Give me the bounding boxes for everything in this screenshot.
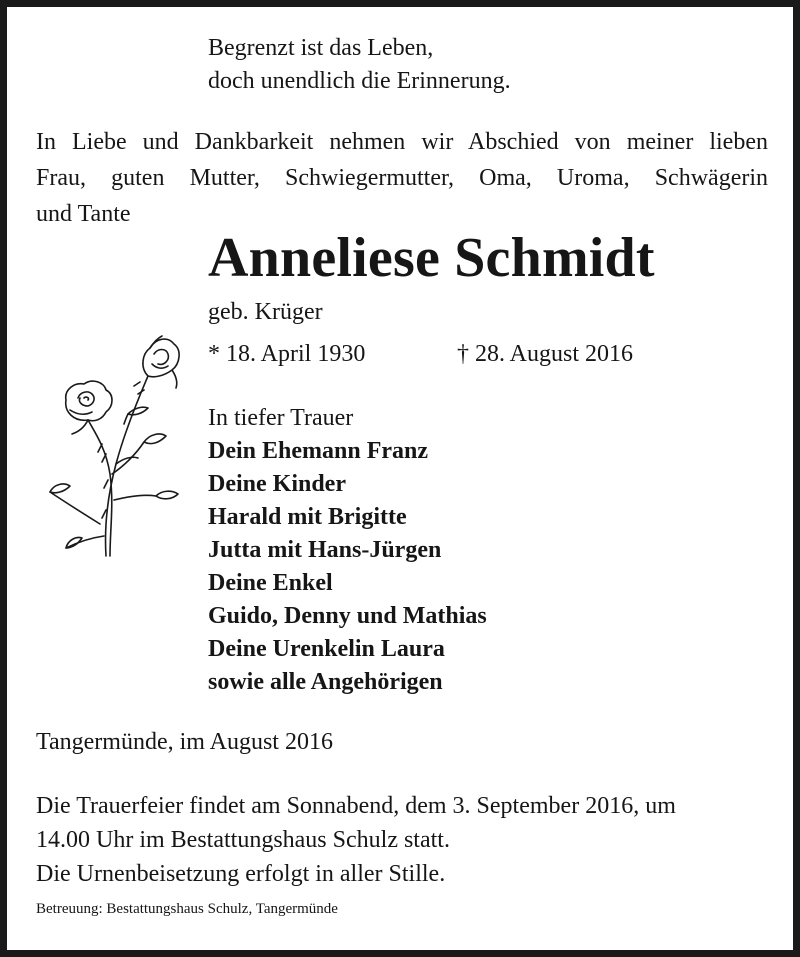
- motto-verse: [208, 32, 511, 98]
- birth-date: * 18. April 1930: [208, 341, 366, 367]
- deceased-name: Anneliese Schmidt: [208, 227, 655, 289]
- mourner-line: Dein Ehemann Franz: [208, 438, 429, 464]
- ceremony-line: Die Trauerfeier findet am Sonnabend, dem 3. September 2016, um: [36, 793, 676, 819]
- ceremony-line: 14.00 Uhr im Bestattungshaus Schulz statt.: [36, 827, 450, 853]
- intro-line: Frau, guten Mutter, Schwiegermutter, Oma, Uroma, Schwägerin: [36, 165, 768, 191]
- mourner-line: Deine Enkel: [208, 570, 333, 596]
- motto-line: Begrenzt ist das Leben,: [208, 35, 434, 61]
- death-date: † 28. August 2016: [457, 341, 634, 367]
- mourner-line: Jutta mit Hans-Jürgen: [208, 537, 442, 563]
- intro-text: [36, 126, 768, 234]
- motto-line: doch unendlich die Erinnerung.: [208, 68, 511, 94]
- mourner-line: Deine Kinder: [208, 471, 346, 497]
- mourners-heading: In tiefer Trauer: [208, 405, 354, 431]
- intro-line: und Tante: [36, 201, 131, 227]
- rose-icon: [44, 324, 186, 560]
- funeral-home-credit: Betreuung: Bestattungshaus Schulz, Tangermünde: [36, 901, 338, 917]
- ceremony-info: [36, 790, 676, 892]
- mourner-line: Harald mit Brigitte: [208, 504, 407, 530]
- intro-line: In Liebe und Dankbarkeit nehmen wir Abschied von meiner lieben: [36, 129, 768, 155]
- ceremony-line: Die Urnenbeisetzung erfolgt in aller Stille.: [36, 861, 446, 887]
- place-date: Tangermünde, im August 2016: [36, 729, 333, 755]
- mourner-line: Guido, Denny und Mathias: [208, 603, 487, 629]
- birth-name: geb. Krüger: [208, 299, 323, 325]
- mourner-line: Deine Urenkelin Laura: [208, 636, 445, 662]
- mourner-line: sowie alle Angehörigen: [208, 669, 443, 695]
- mourners-block: [208, 402, 487, 699]
